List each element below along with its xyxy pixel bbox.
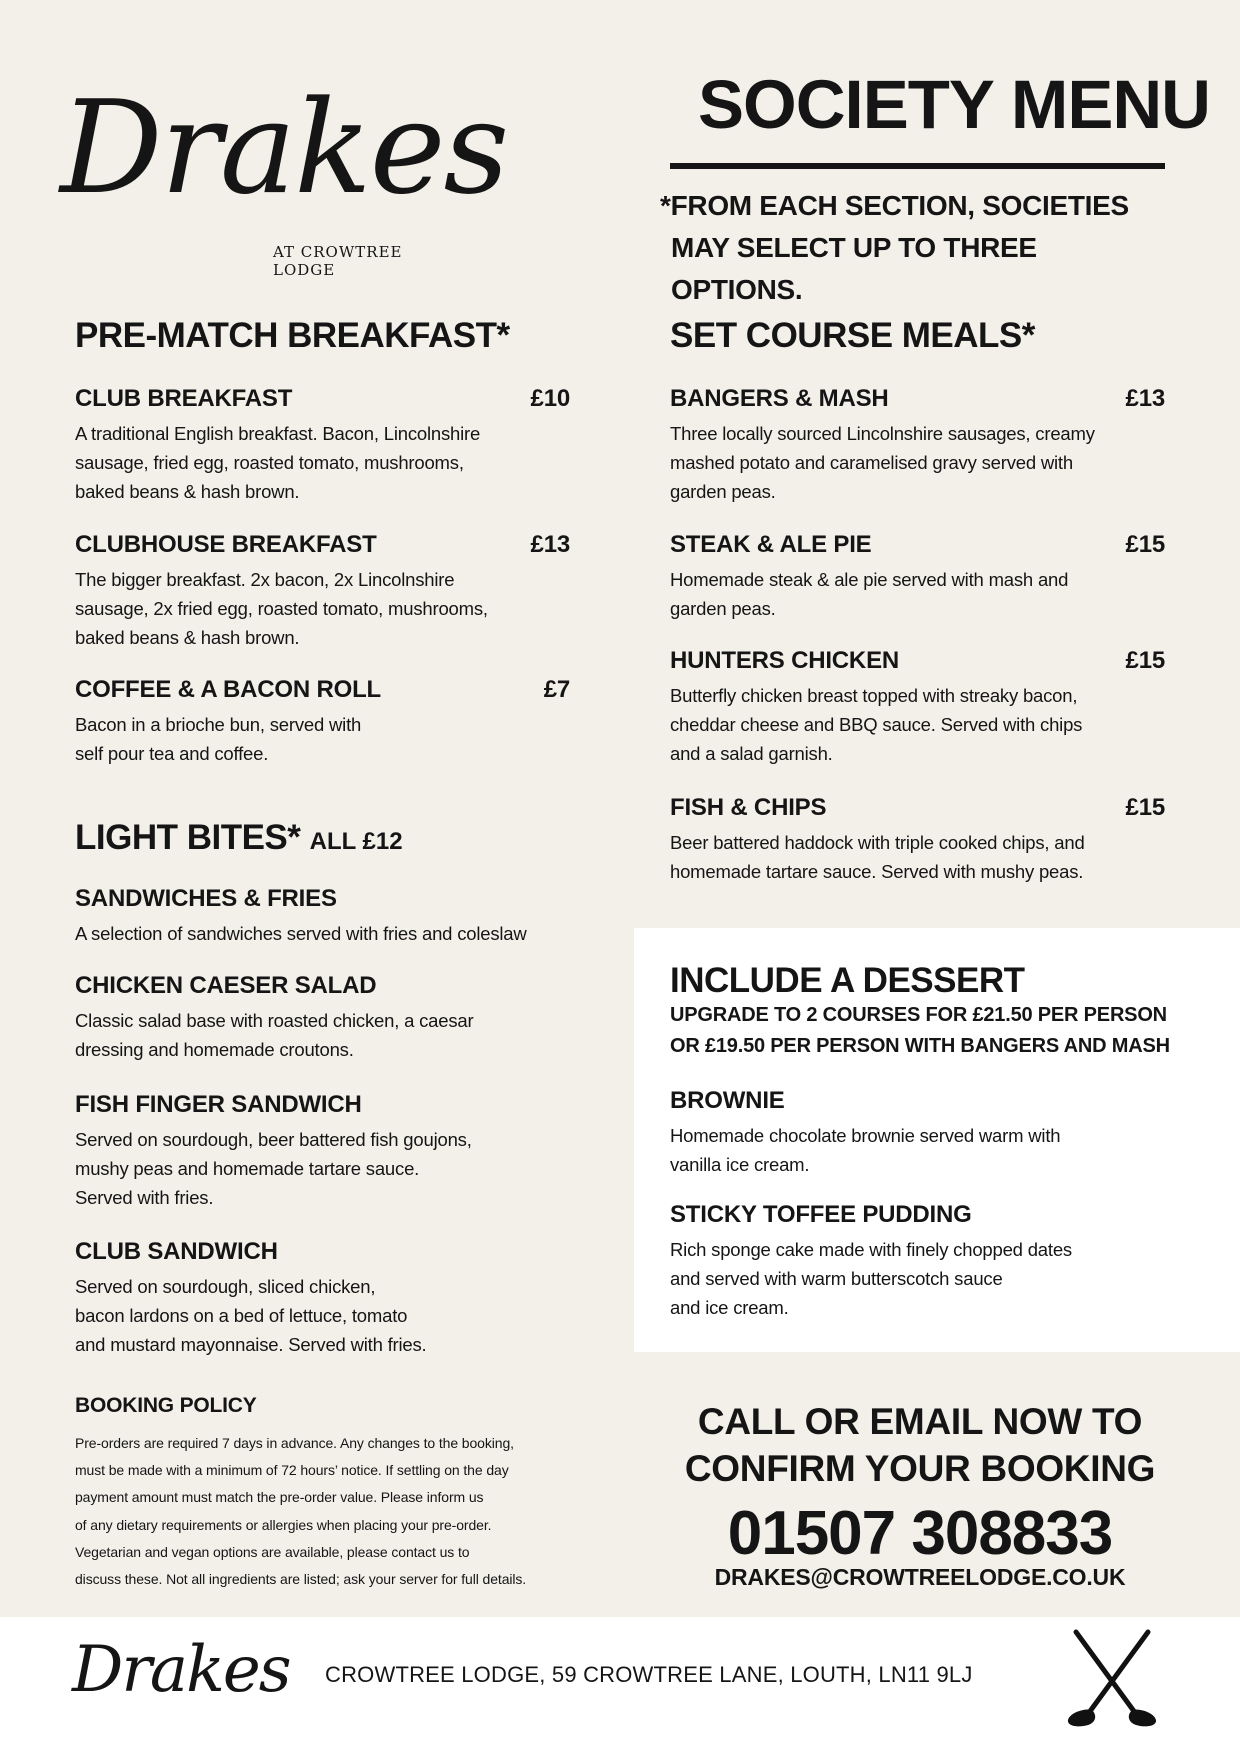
menu-item-club-breakfast — [75, 385, 570, 506]
menu-item-club-sandwich — [75, 1238, 615, 1359]
selection-note — [660, 185, 1170, 311]
item-price: £15 — [1125, 794, 1165, 821]
menu-item-fish-finger-sandwich — [75, 1091, 615, 1212]
item-name: BANGERS & MASH — [670, 385, 889, 412]
logo-subtitle: AT CROWTREE LODGE — [273, 243, 403, 279]
booking-policy-title: BOOKING POLICY — [75, 1394, 257, 1417]
menu-item-bangers-mash — [670, 385, 1165, 506]
menu-item-hunters-chicken — [670, 647, 1165, 768]
crossed-golf-clubs-icon — [1062, 1628, 1162, 1734]
light-bites-price: ALL £12 — [309, 828, 403, 855]
item-name: STEAK & ALE PIE — [670, 531, 872, 558]
booking-policy-line: Pre-orders are required 7 days in advance. Any changes to the booking, — [75, 1435, 514, 1451]
item-description: Served on sourdough, sliced chicken, bacon lardons on a bed of lettuce, tomato and mustard mayonnaise. Served with fries. — [75, 1276, 427, 1355]
light-bites-title: LIGHT BITES* — [75, 818, 301, 857]
booking-policy-text — [75, 1430, 630, 1593]
item-description: A selection of sandwiches served with fries and coleslaw — [75, 923, 527, 944]
logo-script: Drakes — [60, 74, 508, 223]
footer-logo: Drakes — [72, 1633, 290, 1707]
menu-item-sticky-toffee-pudding — [670, 1201, 1170, 1322]
item-price: £15 — [1125, 647, 1165, 674]
title-divider — [670, 163, 1165, 169]
menu-item-caeser-salad — [75, 972, 615, 1064]
item-name: STICKY TOFFEE PUDDING — [670, 1201, 972, 1228]
item-price: £7 — [543, 676, 570, 703]
booking-policy-line: must be made with a minimum of 72 hours’ notice. If settling on the day — [75, 1462, 509, 1479]
item-description: Rich sponge cake made with finely chopped dates and served with warm butterscotch sauce and ice cream. — [670, 1239, 1072, 1318]
light-bites-heading — [75, 820, 403, 855]
item-name: CHICKEN CAESER SALAD — [75, 972, 377, 999]
item-name: FISH & CHIPS — [670, 794, 827, 821]
item-name: CLUB BREAKFAST — [75, 385, 293, 412]
item-name: CLUB SANDWICH — [75, 1238, 278, 1265]
menu-item-brownie — [670, 1087, 1170, 1179]
item-name: SANDWICHES & FRIES — [75, 885, 337, 912]
page-title: SOCIETY MENU — [698, 66, 1210, 143]
item-description: Served on sourdough, beer battered fish goujons, mushy peas and homemade tartare sauce. Served with fries. — [75, 1129, 472, 1208]
dessert-heading: INCLUDE A DESSERT — [670, 961, 1025, 1000]
item-description: Homemade chocolate brownie served warm with vanilla ice cream. — [670, 1125, 1061, 1175]
drakes-logo — [60, 55, 508, 279]
footer-address: CROWTREE LODGE, 59 CROWTREE LANE, LOUTH, LN11 9LJ — [325, 1662, 973, 1687]
item-description: Bacon in a brioche bun, served with self pour tea and coffee. — [75, 714, 362, 764]
email-address[interactable]: DRAKES@CROWTREELODGE.CO.UK — [714, 1564, 1126, 1590]
booking-policy-line: discuss these. Not all ingredients are listed; ask your server for full details. — [75, 1571, 527, 1588]
item-name: BROWNIE — [670, 1087, 785, 1114]
menu-item-sandwiches-fries — [75, 885, 615, 948]
item-name: CLUBHOUSE BREAKFAST — [75, 531, 377, 558]
item-description: Three locally sourced Lincolnshire sausages, creamy mashed potato and caramelised gravy served with garden peas. — [670, 423, 1095, 502]
set-course-heading: SET COURSE MEALS* — [670, 316, 1035, 355]
item-description: Beer battered haddock with triple cooked chips, and homemade tartare sauce. Served with mushy peas. — [670, 832, 1085, 882]
item-description: A traditional English breakfast. Bacon, Lincolnshire sausage, fried egg, roasted tomato, mushrooms, baked beans & hash brown. — [75, 423, 481, 502]
booking-policy-line: payment amount must match the pre-order value. Please inform us — [75, 1489, 484, 1506]
booking-cta-line: CONFIRM YOUR BOOKING — [684, 1448, 1156, 1489]
booking-cta-line: CALL OR EMAIL NOW TO — [697, 1401, 1143, 1442]
menu-item-bacon-roll — [75, 676, 570, 768]
breakfast-heading: PRE-MATCH BREAKFAST* — [75, 316, 510, 355]
item-price: £10 — [530, 385, 570, 412]
item-price: £13 — [1125, 385, 1165, 412]
menu-item-steak-ale-pie — [670, 531, 1165, 623]
selection-note-line: *FROM EACH SECTION, SOCIETIES — [660, 190, 1129, 221]
selection-note-line: MAY SELECT UP TO THREE OPTIONS. — [671, 232, 1037, 305]
item-description: Classic salad base with roasted chicken, a caesar dressing and homemade croutons. — [75, 1010, 474, 1060]
menu-item-clubhouse-breakfast — [75, 531, 570, 652]
item-name: FISH FINGER SANDWICH — [75, 1091, 362, 1118]
item-name: HUNTERS CHICKEN — [670, 647, 900, 674]
dessert-upgrade-line: OR £19.50 PER PERSON WITH BANGERS AND MASH — [670, 1035, 1170, 1057]
item-description: Homemade steak & ale pie served with mash and garden peas. — [670, 569, 1069, 619]
item-price: £15 — [1125, 531, 1165, 558]
booking-policy-line: Vegetarian and vegan options are available, please contact us to — [75, 1543, 470, 1560]
item-description: Butterfly chicken breast topped with streaky bacon, cheddar cheese and BBQ sauce. Served with chips and a salad garnish. — [670, 685, 1083, 764]
dessert-upgrade-note — [670, 1000, 1190, 1062]
booking-cta — [640, 1398, 1200, 1492]
phone-number[interactable]: 01507 308833 — [727, 1499, 1113, 1568]
menu-item-fish-chips — [670, 794, 1165, 886]
booking-policy-line: of any dietary requirements or allergies when placing your pre-order. — [75, 1516, 492, 1533]
item-name: COFFEE & A BACON ROLL — [75, 676, 382, 703]
item-price: £13 — [530, 531, 570, 558]
item-description: The bigger breakfast. 2x bacon, 2x Lincolnshire sausage, 2x fried egg, roasted tomato, mushrooms, baked beans & hash brown. — [75, 569, 488, 648]
dessert-upgrade-line: UPGRADE TO 2 COURSES FOR £21.50 PER PERSON — [670, 1004, 1167, 1026]
